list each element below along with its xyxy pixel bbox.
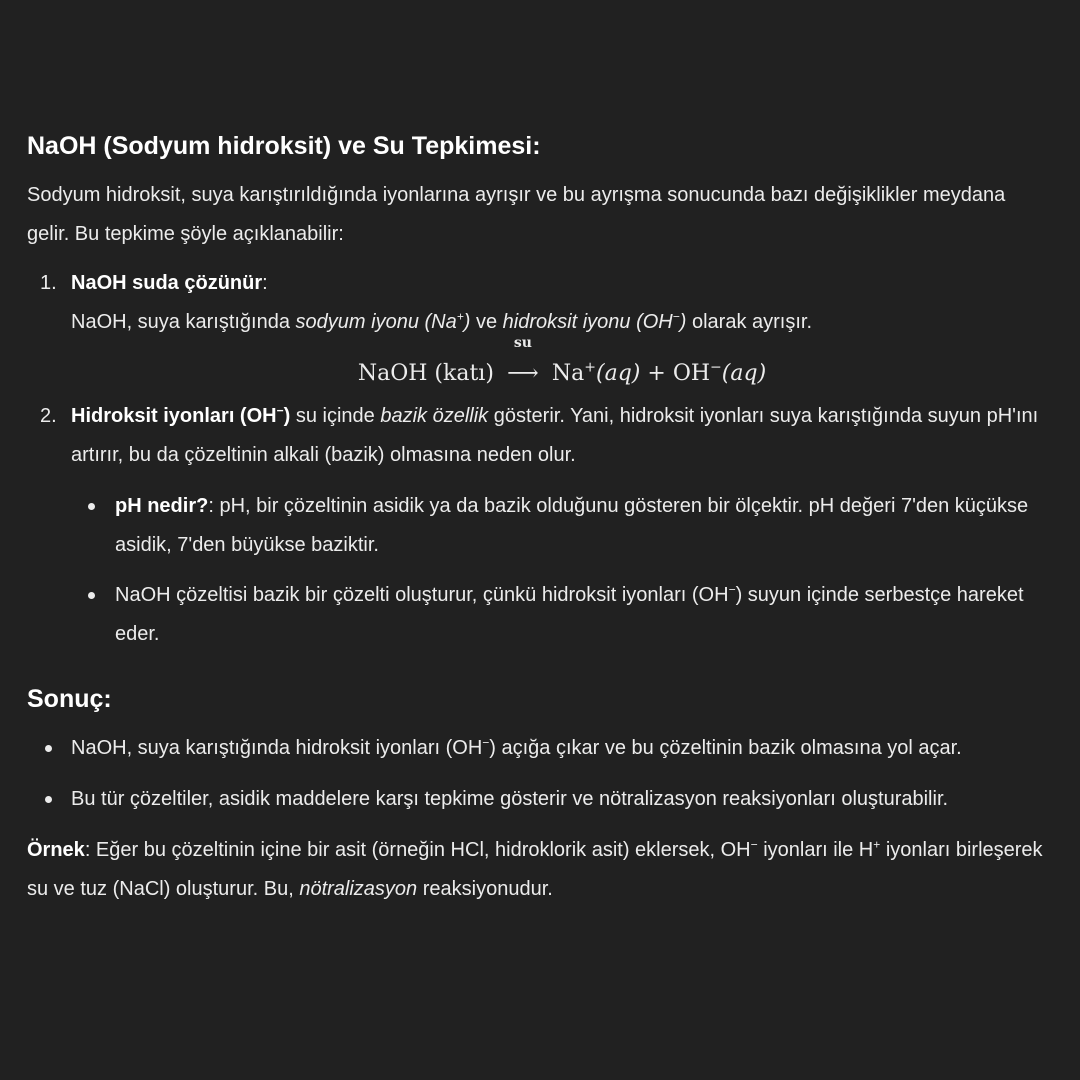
step-number-2: 2. [40,405,57,427]
conclusion-1-charge: − [482,735,490,750]
bullet-dot [45,745,52,752]
step-2-sublist [71,487,1053,654]
conclusion-list [27,729,1053,819]
message-content [27,124,1053,909]
equation-oh: OH [672,361,711,386]
equation-plus: + [640,361,673,386]
hydroxide-ion-term [503,311,687,333]
sub-item-ph [71,487,1053,565]
step-2-title-b: ) [283,405,291,427]
step-2-title-charge: − [276,403,284,418]
neutralization-term: nötralizasyon [299,878,418,900]
intro-text: Sodyum hidroksit, suya karıştırıldığında iyonlarına ayrışır ve bu ayrışma sonucunda bazı değişiklikler meydana gelir. Bu tepkime şöyle açıklanabilir: [27,184,1006,245]
ph-question: pH nedir? [115,495,209,517]
hydroxide-charge: − [672,309,680,324]
step-2-text-b: gösterir. Yani, hidroksit iyonları suya karıştığında suyun pH'ını artırır, bu da çözeltinin alkali (bazik) olmasına neden olur. [71,405,1039,466]
conclusion-item-2 [27,780,1053,819]
arrow-icon: ⟶ [507,361,539,386]
equation-na: Na [551,361,585,386]
dissociation-equation [71,335,1053,394]
step-2-title [71,405,290,427]
step-1-text-b: ve [470,311,503,333]
step-item-2 [27,397,1053,654]
example-oh-charge: − [750,837,758,852]
sub-item-naoh-basic [71,576,1053,654]
step-number-1: 1. [40,272,57,294]
step-2-text-a: su içinde [290,405,381,427]
conclusion-item-1 [27,729,1053,768]
equation-aq-1: (aq) [596,361,641,386]
reaction-arrow [501,335,545,394]
conclusion-1-text-b: ) açığa çıkar ve bu çözeltinin bazik olmasına yol açar. [489,737,962,759]
steps-list [27,264,1053,654]
example-text-d: reaksiyonudur. [417,878,553,900]
naoh-basic-charge: − [728,582,736,597]
sodium-ion-a: sodyum iyonu (Na [295,311,457,333]
equation-reactant: NaOH (katı) [357,361,494,386]
arrow-label: su [513,335,532,351]
sodium-ion-term [296,311,471,333]
hydroxide-ion-b: ) [679,311,687,333]
step-1-text-c: olarak ayrışır. [686,311,813,333]
heading-reaction: NaOH (Sodyum hidroksit) ve Su Tepkimesi: [27,132,541,160]
conclusion-2-text: Bu tür çözeltiler, asidik maddelere karşı tepkime gösterir ve nötralizasyon reaksiyonları oluşturabilir. [71,788,949,810]
step-item-1 [27,264,1053,394]
step-1-text-a: NaOH, suya karıştığında [71,311,296,333]
intro-paragraph [27,176,1053,254]
step-1-title-line [71,264,1053,303]
basic-property-term: bazik özellik [380,405,489,427]
step-2-text [71,397,1053,475]
ph-definition: : pH, bir çözeltinin asidik ya da bazik olduğunu gösteren bir ölçektir. pH değeri 7'den küçükse asidik, 7'den büyükse baziktir. [115,495,1029,556]
example-text-c: iyonları birleşerek su ve tuz (NaCl) oluşturur. Bu, [27,839,1043,900]
heading-conclusion: Sonuç: [27,685,112,713]
step-1-text [71,303,1053,342]
bullet-dot [45,796,52,803]
equation-na-charge: + [584,359,597,376]
example-text-b: iyonları ile H [757,839,874,861]
equation-oh-charge: − [710,359,722,376]
naoh-basic-text-a: NaOH çözeltisi bazik bir çözelti oluşturur, çünkü hidroksit iyonları (OH [115,584,729,606]
example-h-charge: + [873,837,881,852]
step-1-title: NaOH suda çözünür [71,272,263,294]
example-text-a: : Eğer bu çözeltinin içine bir asit (örneğin HCl, hidroklorik asit) eklersek, OH [84,839,751,861]
hydroxide-ion-a: hidroksit iyonu (OH [502,311,673,333]
bullet-dot [88,592,95,599]
step-2-title-a: Hidroksit iyonları (OH [71,405,277,427]
sodium-ion-b: ) [463,311,471,333]
bullet-dot [88,503,95,510]
example-label: Örnek [27,839,85,861]
step-1-colon: : [262,272,268,294]
equation-aq-2: (aq) [721,361,767,386]
naoh-basic-text-b: ) suyun içinde serbestçe hareket eder. [115,584,1024,645]
conclusion-1-text-a: NaOH, suya karıştığında hidroksit iyonları (OH [71,737,483,759]
example-paragraph [27,831,1053,909]
sodium-charge: + [456,309,464,324]
